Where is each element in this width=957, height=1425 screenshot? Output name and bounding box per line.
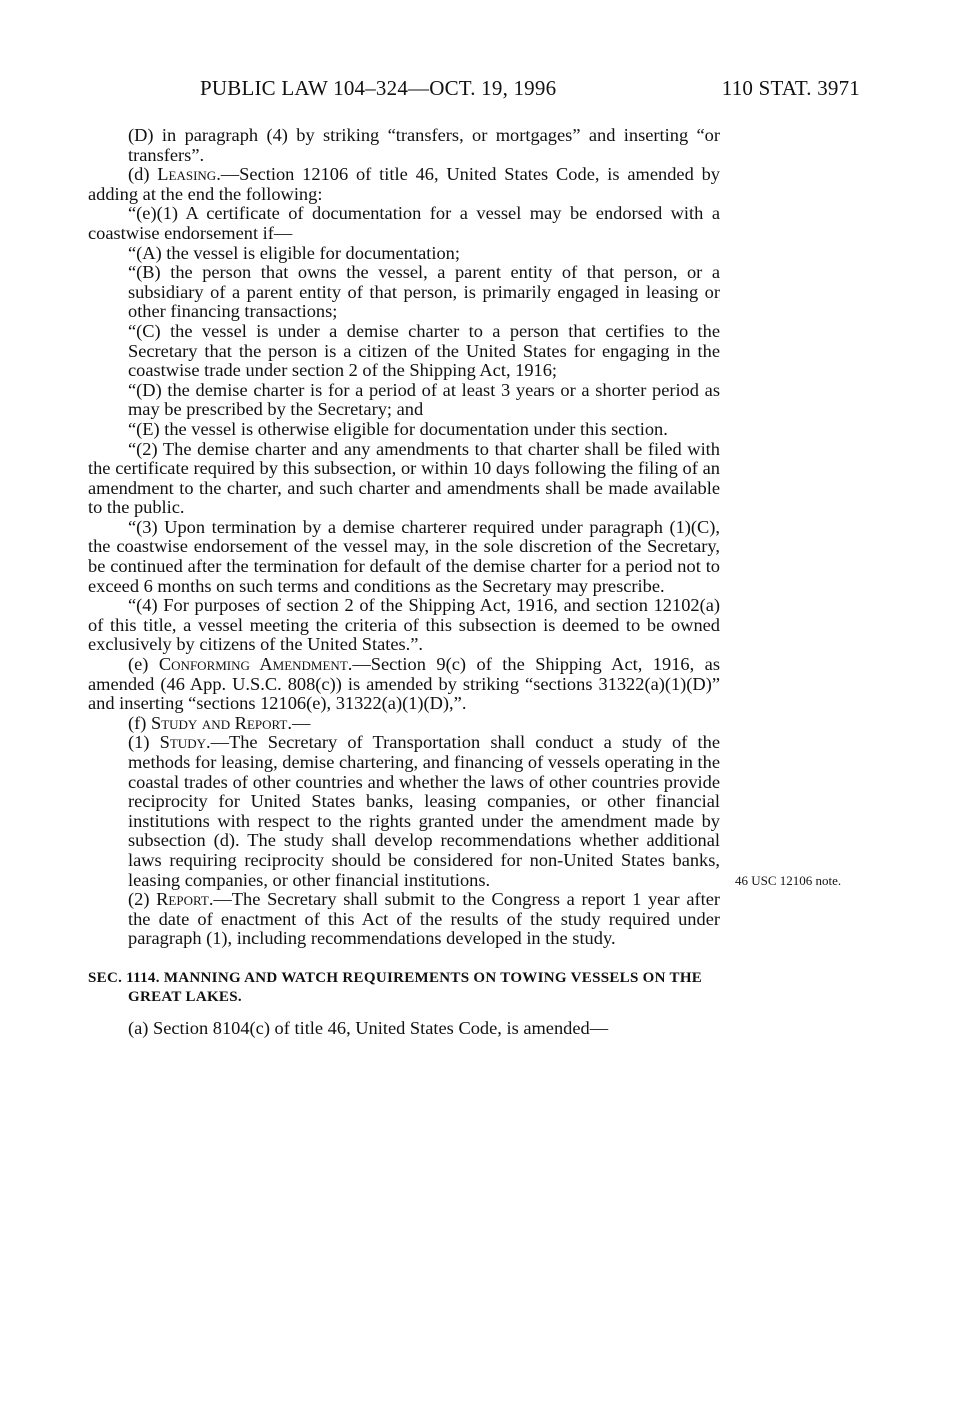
subsection-f-label: (f) <box>128 712 151 733</box>
subsection-e-label: (e) <box>128 654 159 675</box>
para-e3: “(3) Upon termination by a demise charterer required under paragraph (1)(C), the coastwise endorsement of the vessel may, in the sole discretion of the Secretary, be continued after the termination for default of the demise charter for a period not to exceed 6 months on such terms and conditions as the Secretary may prescribe. <box>88 516 720 596</box>
para-f1-study <box>88 733 720 890</box>
header-stat-page: 110 STAT. 3971 <box>721 76 860 100</box>
para-a-section-8104: (a) Section 8104(c) of title 46, United States Code, is amended— <box>128 1017 609 1038</box>
section-heading: SEC. 1114. MANNING AND WATCH REQUIREMENTS ON TOWING VESSELS ON THE GREAT LAKES. <box>88 969 703 1005</box>
para-f2-text: .—The Secretary shall submit to the Congress a report 1 year after the date of enactment of this Act of the results of the study required under paragraph (1), including recommendations developed in the study. <box>128 889 721 949</box>
subsection-f-text: .— <box>287 712 311 733</box>
para-d-paragraph4: (D) in paragraph (4) by striking “transfers, or mortgages” and inserting “or transfers”. <box>128 125 720 165</box>
document-body <box>88 126 720 1039</box>
para-f2-caption: Report <box>156 889 209 910</box>
para-f1-text: .—The Secretary of Transportation shall conduct a study of the methods for leasing, demise chartering, and financing of vessels operating in the coastal trades of other countries and whether the laws of other countries provide reciprocity for United States banks, leasing companies, or other financial institutions with respect to the rights granted under the amendment made by subsection (d). The study shall develop recommendations whether additional laws requiring reciprocity should be considered for non-United States banks, leasing companies, or other financial institutions. <box>128 732 720 890</box>
subsection-d-text: .—Section 12106 of title 46, United States Code, is amended by adding at the end the following: <box>88 164 720 204</box>
subsection-d-leasing <box>88 165 720 204</box>
para-f1-label: (1) <box>128 732 160 753</box>
subsection-f-study-report <box>88 714 720 734</box>
subsection-d-label: (d) <box>128 164 158 185</box>
subsection-e-text: .—Section 9(c) of the Shipping Act, 1916, as amended (46 App. U.S.C. 808(c)) is amended by striking “sections 31322(a)(1)(D)” and inserting “sections 12106(e), 31322(a)(1)(D),”. <box>88 654 720 714</box>
para-e1: “(e)(1) A certificate of documentation for a vessel may be endorsed with a coastwise endorsement if— <box>88 203 720 243</box>
para-e4: “(4) For purposes of section 2 of the Shipping Act, 1916, and section 12102(a) of this title, a vessel meeting the criteria of this subsection is deemed to be owned exclusively by citizens of the United States.”. <box>88 595 720 655</box>
subsection-e-caption: Conforming Amendment <box>158 654 348 675</box>
clause-A: “(A) the vessel is eligible for documentation; <box>128 242 460 263</box>
clause-C: “(C) the vessel is under a demise charter to a person that certifies to the Secretary that the person is a citizen of the United States for engaging in the coastwise trade under section 2 of the Shipping Act, 1916; <box>128 320 720 381</box>
margin-note: 46 USC 12106 note. <box>735 873 842 888</box>
clause-E: “(E) the vessel is otherwise eligible for documentation under this section. <box>128 418 668 439</box>
subsection-d-caption: Leasing <box>157 164 217 185</box>
clause-D: “(D) the demise charter is for a period of at least 3 years or a shorter period as may be prescribed by the Secretary; and <box>128 379 720 420</box>
para-e2: “(2) The demise charter and any amendments to that charter shall be filed with the certificate required by this subsection, or within 10 days following the filing of an amendment to the charter, and such charter and amendments shall be made available to the public. <box>88 438 720 518</box>
para-f1-caption: Study <box>159 732 206 753</box>
para-f2-report <box>88 890 720 949</box>
header-law-citation: PUBLIC LAW 104–324—OCT. 19, 1996 <box>200 76 557 100</box>
clause-B: “(B) the person that owns the vessel, a parent entity of that person, or a subsidiary of a parent entity of that person, is primarily engaged in leasing or other financing transactions; <box>128 262 720 322</box>
subsection-f-caption: Study and Report <box>150 712 288 733</box>
running-header <box>200 76 860 106</box>
para-f2-label: (2) <box>128 889 157 910</box>
subsection-e-conforming <box>88 655 720 714</box>
